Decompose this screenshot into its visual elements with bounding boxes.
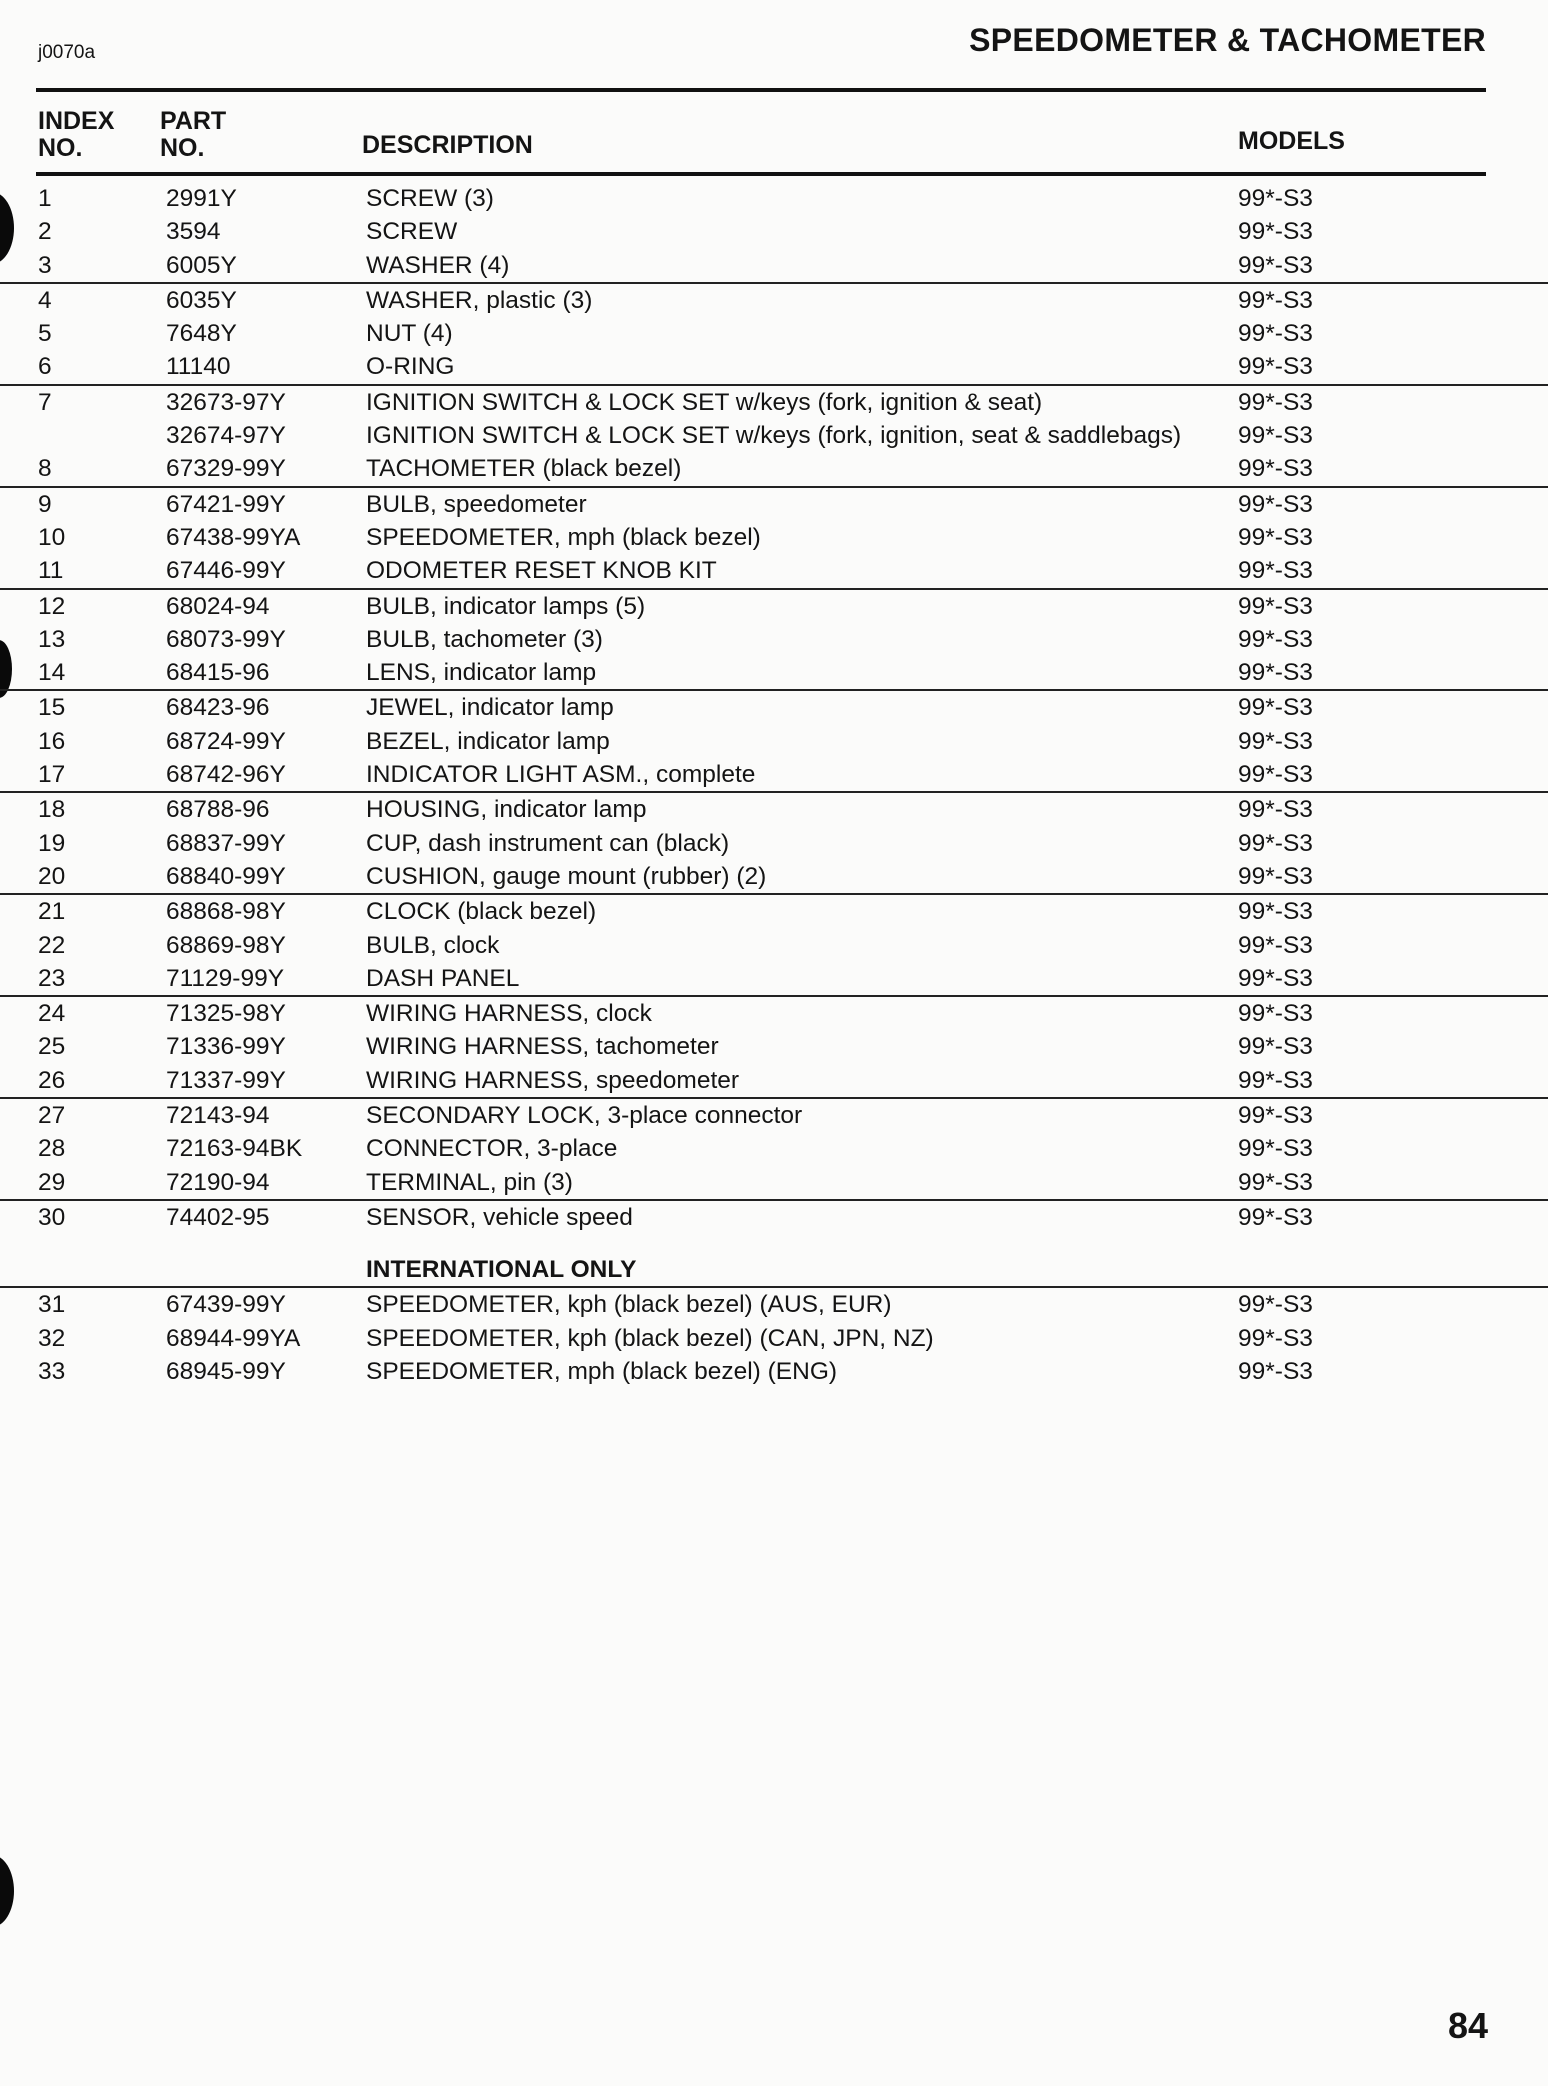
index-header-line2: NO. [38,134,83,162]
description-cell: WIRING HARNESS, tachometer [366,1033,719,1061]
models-cell: 99*-S3 [1238,185,1313,212]
description-cell: JEWEL, indicator lamp [366,694,614,722]
part-number-cell: 68024-94 [166,592,270,620]
table-row [0,521,1548,554]
part-number-cell: 71129-99Y [166,964,285,992]
table-row [0,962,1548,995]
description-cell: SECONDARY LOCK, 3-place connector [366,1102,803,1130]
part-number-cell: 32673-97Y [166,388,286,416]
table-row [0,486,1548,521]
models-cell: 99*-S3 [1238,1135,1313,1163]
description-cell: SENSOR, vehicle speed [366,1203,633,1231]
index-cell: 21 [38,898,66,926]
index-cell: 5 [38,320,52,348]
models-cell: 99*-S3 [1238,694,1313,722]
models-cell: 99*-S3 [1238,659,1313,687]
international-heading: INTERNATIONAL ONLY [366,1256,637,1284]
index-cell: 1 [38,185,52,212]
table-row [0,1097,1548,1132]
description-cell: HOUSING, indicator lamp [366,796,647,824]
table-row [0,215,1548,248]
part-number-cell: 67421-99Y [166,490,286,518]
description-cell: BULB, speedometer [366,490,587,518]
models-cell: 99*-S3 [1238,1203,1313,1231]
part-number-cell: 68724-99Y [166,727,286,755]
description-cell: WASHER (4) [366,251,510,279]
table-row [0,725,1548,758]
part-header-line1: PART [160,107,227,135]
description-cell: TERMINAL, pin (3) [366,1168,573,1196]
description-cell: CUP, dash instrument can (black) [366,829,730,857]
description-cell: BULB, tachometer (3) [366,625,603,653]
description-cell: IGNITION SWITCH & LOCK SET w/keys (fork, ignition & seat) [366,388,1043,416]
table-row [0,1199,1548,1234]
description-cell: BEZEL, indicator lamp [366,727,610,755]
part-number-cell: 71325-98Y [166,1000,286,1028]
part-header [160,108,226,162]
header-rule [36,172,1486,176]
description-cell: O-RING [366,353,455,381]
table-row [0,656,1548,689]
part-number-cell: 68423-96 [166,694,270,722]
part-number-cell: 67446-99Y [166,557,286,585]
index-cell: 15 [38,694,66,722]
table-row [0,893,1548,928]
table-row [0,1166,1548,1199]
part-number-cell: 68415-96 [166,659,270,687]
page-title: SPEEDOMETER & TACHOMETER [969,22,1486,58]
part-number-cell: 68840-99Y [166,862,286,890]
models-cell: 99*-S3 [1238,1357,1313,1385]
description-cell: WIRING HARNESS, clock [366,1000,652,1028]
part-number-cell: 68837-99Y [166,829,286,857]
part-number-cell: 72190-94 [166,1168,270,1196]
models-cell: 99*-S3 [1238,1066,1313,1094]
part-number-cell: 11140 [166,353,231,381]
index-cell: 10 [38,523,66,551]
models-cell: 99*-S3 [1238,761,1313,789]
table-row [0,554,1548,587]
binder-hole-mark [0,1855,14,1927]
models-header: MODELS [1238,127,1345,155]
index-cell: 2 [38,218,52,246]
models-cell: 99*-S3 [1238,1168,1313,1196]
description-cell: SCREW [366,218,458,246]
table-row [0,1030,1548,1063]
table-row [0,827,1548,860]
models-cell: 99*-S3 [1238,898,1313,926]
part-number-cell: 6005Y [166,251,237,279]
part-number-cell: 68869-98Y [166,931,286,959]
description-cell: LENS, indicator lamp [366,659,597,687]
models-cell: 99*-S3 [1238,931,1313,959]
parts-table-body [0,182,1548,1234]
table-row [0,249,1548,282]
table-row [0,1355,1548,1388]
part-number-cell: 7648Y [166,320,237,348]
models-cell: 99*-S3 [1238,523,1313,551]
table-row [0,689,1548,724]
part-number-cell: 68788-96 [166,796,270,824]
part-number-cell: 67439-99Y [166,1291,286,1319]
description-cell: WIRING HARNESS, speedometer [366,1066,740,1094]
table-row [0,758,1548,791]
models-cell: 99*-S3 [1238,251,1313,279]
international-section [0,1234,1548,1286]
table-row [0,350,1548,383]
table-row [0,1322,1548,1355]
part-number-cell: 68945-99Y [166,1357,286,1385]
part-number-cell: 71336-99Y [166,1033,286,1061]
parts-table [0,182,1548,1388]
index-cell: 25 [38,1033,66,1061]
description-cell: SPEEDOMETER, mph (black bezel) [366,523,761,551]
part-number-cell: 72143-94 [166,1102,270,1130]
models-cell: 99*-S3 [1238,1324,1313,1352]
part-number-cell: 67329-99Y [166,455,286,483]
models-cell: 99*-S3 [1238,1000,1313,1028]
index-cell: 18 [38,796,66,824]
index-cell: 8 [38,455,52,483]
description-cell: SPEEDOMETER, kph (black bezel) (AUS, EUR) [366,1291,892,1319]
table-row [0,1064,1548,1097]
index-cell: 9 [38,490,52,518]
description-cell: WASHER, plastic (3) [366,286,593,314]
index-cell: 33 [38,1357,66,1385]
models-cell: 99*-S3 [1238,592,1313,620]
table-row [0,419,1548,452]
description-cell: NUT (4) [366,320,453,348]
models-cell: 99*-S3 [1238,964,1313,992]
models-cell: 99*-S3 [1238,1291,1313,1319]
description-cell: SPEEDOMETER, mph (black bezel) (ENG) [366,1357,838,1385]
part-number-cell: 71337-99Y [166,1066,286,1094]
models-cell: 99*-S3 [1238,727,1313,755]
index-cell: 12 [38,592,66,620]
table-row [0,623,1548,656]
part-number-cell: 2991Y [166,185,237,212]
table-row [0,860,1548,893]
index-cell: 24 [38,1000,66,1028]
description-header: DESCRIPTION [362,131,533,159]
title-rule [36,88,1486,92]
index-cell: 3 [38,251,52,279]
table-row [0,384,1548,419]
table-row [0,452,1548,485]
description-cell: CLOCK (black bezel) [366,898,597,926]
index-cell: 30 [38,1203,66,1231]
index-cell: 17 [38,761,66,789]
index-header [38,108,114,162]
models-cell: 99*-S3 [1238,862,1313,890]
description-cell: IGNITION SWITCH & LOCK SET w/keys (fork, ignition, seat & saddlebags) [366,422,1182,450]
part-number-cell: 6035Y [166,286,237,314]
part-number-cell: 68868-98Y [166,898,286,926]
description-cell: CUSHION, gauge mount (rubber) (2) [366,862,767,890]
table-row [0,588,1548,623]
description-cell: TACHOMETER (black bezel) [366,455,682,483]
part-header-line2: NO. [160,134,205,162]
models-cell: 99*-S3 [1238,320,1313,348]
part-number-cell: 3594 [166,218,221,246]
page-number: 84 [1447,2005,1488,2046]
description-cell: SPEEDOMETER, kph (black bezel) (CAN, JPN, NZ) [366,1324,934,1352]
models-cell: 99*-S3 [1238,557,1313,585]
table-row [0,929,1548,962]
index-cell: 32 [38,1324,66,1352]
part-number-cell: 72163-94BK [166,1135,303,1163]
part-number-cell: 32674-97Y [166,422,286,450]
description-cell: BULB, indicator lamps (5) [366,592,646,620]
models-cell: 99*-S3 [1238,388,1313,416]
models-cell: 99*-S3 [1238,286,1313,314]
index-cell: 7 [38,388,52,416]
table-row [0,282,1548,317]
index-cell: 31 [38,1291,66,1319]
international-table-body [0,1286,1548,1388]
description-cell: BULB, clock [366,931,500,959]
index-cell: 29 [38,1168,66,1196]
models-cell: 99*-S3 [1238,829,1313,857]
models-cell: 99*-S3 [1238,218,1313,246]
page-id: j0070a [38,42,96,63]
table-row [0,791,1548,826]
table-row [0,995,1548,1030]
models-cell: 99*-S3 [1238,1033,1313,1061]
models-cell: 99*-S3 [1238,796,1313,824]
models-cell: 99*-S3 [1238,490,1313,518]
table-row [0,1132,1548,1165]
description-cell: DASH PANEL [366,964,520,992]
index-header-line1: INDEX [38,107,115,135]
table-row [0,317,1548,350]
models-cell: 99*-S3 [1238,1102,1313,1130]
index-cell: 6 [38,353,52,381]
table-row [0,1288,1548,1321]
index-cell: 27 [38,1102,66,1130]
index-cell: 26 [38,1066,66,1094]
part-number-cell: 74402-95 [166,1203,270,1231]
description-cell: INDICATOR LIGHT ASM., complete [366,761,756,789]
index-cell: 22 [38,931,66,959]
index-cell: 23 [38,964,66,992]
index-cell: 11 [38,557,64,585]
models-cell: 99*-S3 [1238,455,1313,483]
part-number-cell: 68742-96Y [166,761,286,789]
index-cell: 16 [38,727,66,755]
index-cell: 13 [38,625,66,653]
index-cell: 20 [38,862,66,890]
description-cell: CONNECTOR, 3-place [366,1135,618,1163]
part-number-cell: 68944-99YA [166,1324,301,1352]
index-cell: 14 [38,659,66,687]
table-row [0,182,1548,215]
models-cell: 99*-S3 [1238,353,1313,381]
models-cell: 99*-S3 [1238,625,1313,653]
index-cell: 19 [38,829,66,857]
index-cell: 28 [38,1135,66,1163]
part-number-cell: 68073-99Y [166,625,286,653]
description-cell: SCREW (3) [366,185,494,212]
index-cell: 4 [38,286,52,314]
part-number-cell: 67438-99YA [166,523,301,551]
description-cell: ODOMETER RESET KNOB KIT [366,557,717,585]
models-cell: 99*-S3 [1238,422,1313,450]
